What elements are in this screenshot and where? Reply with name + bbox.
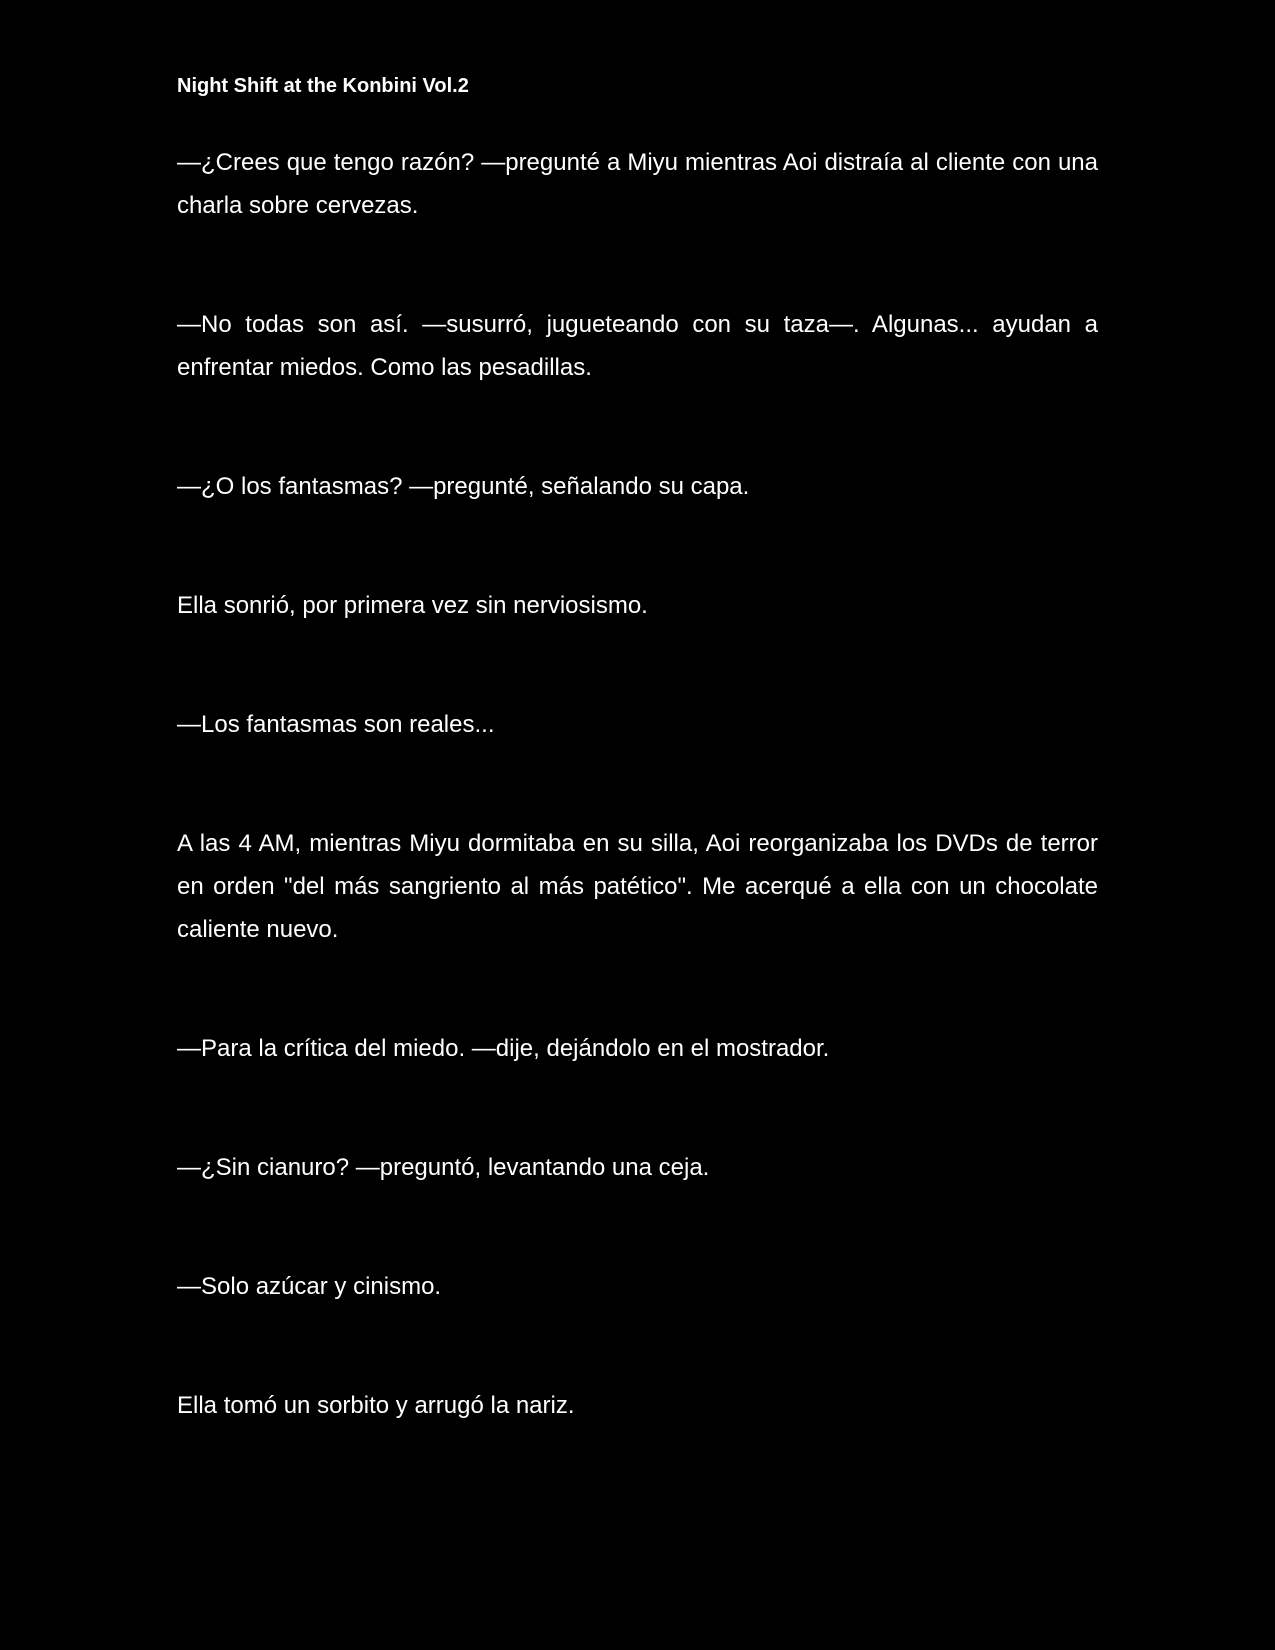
paragraph: Ella sonrió, por primera vez sin nerviosismo. bbox=[177, 592, 648, 619]
paragraph: —Solo azúcar y cinismo. bbox=[177, 1273, 442, 1300]
paragraph: —¿Sin cianuro? —preguntó, levantando una ceja. bbox=[177, 1154, 710, 1181]
paragraph: —Para la crítica del miedo. —dije, dejándolo en el mostrador. bbox=[177, 1035, 830, 1062]
paragraph: —¿Crees que tengo razón? —pregunté a Miyu mientras Aoi distraía al cliente con una charla sobre cervezas. bbox=[177, 149, 1098, 219]
paragraph: —No todas son así. —susurró, jugueteando con su taza—. Algunas... ayudan a enfrentar miedos. Como las pesadillas. bbox=[177, 311, 1098, 381]
paragraph: A las 4 AM, mientras Miyu dormitaba en su silla, Aoi reorganizaba los DVDs de terror en orden "del más sangriento al más patético". Me acerqué a ella con un chocolate caliente nuevo. bbox=[177, 830, 1098, 943]
body-text bbox=[177, 141, 1098, 1427]
running-header: Night Shift at the Konbini Vol.2 bbox=[177, 75, 469, 97]
paragraph: Ella tomó un sorbito y arrugó la nariz. bbox=[177, 1392, 575, 1419]
paragraph: —Los fantasmas son reales... bbox=[177, 711, 495, 738]
paragraph: —¿O los fantasmas? —pregunté, señalando su capa. bbox=[177, 473, 750, 500]
